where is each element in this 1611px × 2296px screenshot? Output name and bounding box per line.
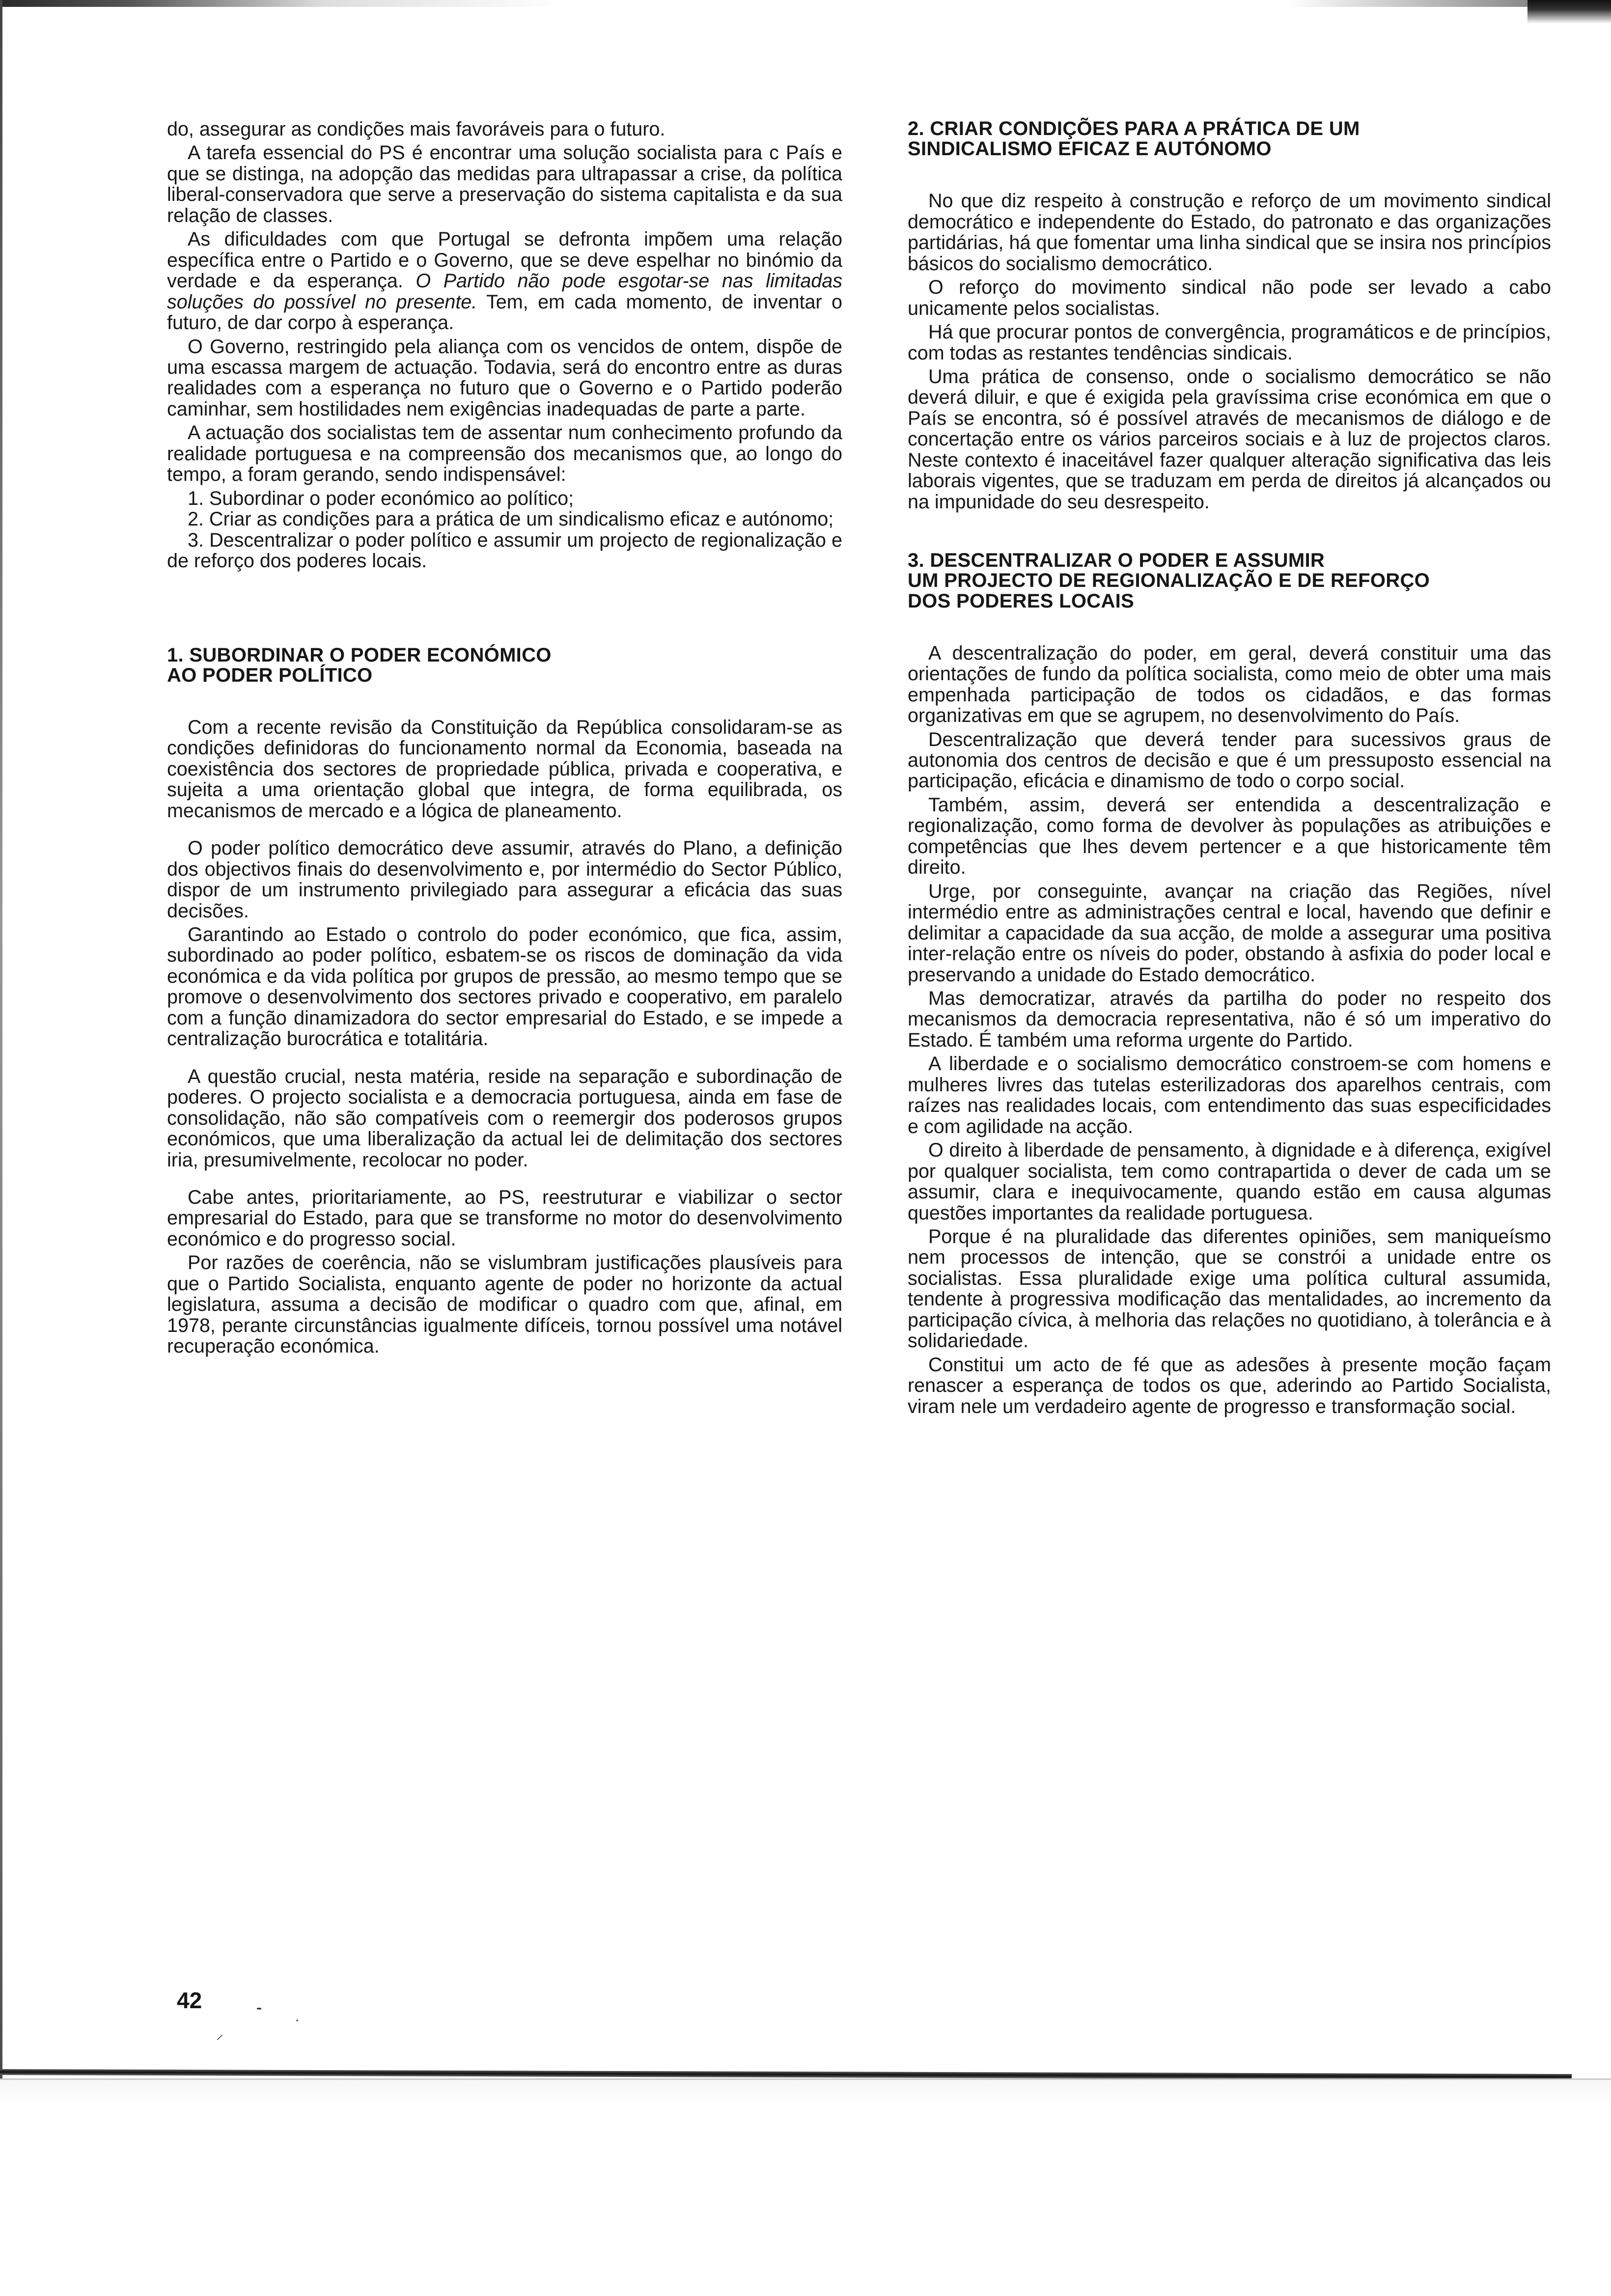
difficulties-text-1: As dificuldades com que Portugal se defronta impõem uma relação específica entre o Partido e o Governo, que se deve espelhar no binómio da verdade e da esperança. (167, 228, 842, 292)
section-1-paragraph: Com a recente revisão da Constituição da República consolidaram-se as condições definidoras do funcionamento normal da Economia, baseada na coexistência dos sectores de propriedade pública, privada e cooperativa, e sujeita a uma orientação global que integra, de forma equilibrada, os mecanismos de mercado e a lógica de planeamento. (167, 716, 842, 822)
page-number: 42 (177, 1988, 202, 2013)
section-3-paragraph: Também, assim, deverá ser entendida a descentralização e regionalização, como forma de devolver às populações as atribuições e competências que lhes devem pertencer e a que historicamente têm direito. (908, 794, 1551, 879)
right-column (908, 119, 1551, 1420)
section-3-heading-line-1: 3. DESCENTRALIZAR O PODER E ASSUMIR (908, 550, 1325, 572)
section-3-paragraph: Urge, por conseguinte, avançar na criação das Regiões, nível intermédio entre as administrações central e local, havendo que definir e delimitar a capacidade da sua acção, de molde a assegurar uma positiva inter-relação entre os níveis do poder, obstando à asfixia do poder local e preservando a unidade do Estado democrático. (908, 880, 1551, 986)
list-item-1: 1. Subordinar o poder económico ao político; (188, 487, 574, 509)
section-2-heading (908, 119, 1551, 159)
section-1-heading-line-1: 1. SUBORDINAR O PODER ECONÓMICO (167, 644, 552, 666)
socialists-paragraph: A actuação dos socialistas tem de assentar num conhecimento profundo da realidade portuguesa e na compreensão dos mecanismos que, ao longo do tempo, a foram gerando, sendo indispensável: (167, 422, 842, 486)
ink-smudge-mark: · (295, 2012, 300, 2028)
intro-paragraph: A tarefa essencial do PS é encontrar uma solução socialista para c País e que se distinga, na adopção das medidas para ultrapassar a crise, da política liberal-conservadora que serve a preservação do sistema capitalista e da sua relação de classes. (167, 142, 842, 226)
section-3-paragraph: O direito à liberdade de pensamento, à dignidade e à diferença, exigível por qualquer socialista, tem como contrapartida o dever de cada um se assumir, clara e inequivocamente, quando estão em causa algumas questões importantes da realidade portuguesa. (908, 1139, 1551, 1224)
difficulties-italic: O Partido não pode esgotar-se nas limitadas soluções do possível no presente. (167, 270, 842, 313)
section-1-paragraph: Cabe antes, prioritariamente, ao PS, reestruturar e viabilizar o sector empresarial do Estado, para que se transforme no motor do desenvolvimento económico e do progresso social. (167, 1186, 842, 1250)
section-3-heading-line-2: UM PROJECTO DE REGIONALIZAÇÃO E DE REFORÇO (908, 570, 1430, 592)
government-paragraph: O Governo, restringido pela aliança com os vencidos de ontem, dispõe de uma escassa margem de actuação. Todavia, será do encontro entre as duras realidades com a esperança no futuro que o Governo e o Partido poderão caminhar, sem hostilidades nem exigências inadequadas de parte a parte. (167, 335, 842, 420)
section-2-paragraph: Uma prática de consenso, onde o socialismo democrático se não deverá diluir, e que é exigida pela gravíssima crise económica em que o País se encontra, só é possível através de mecanismos de diálogo e de concertação entre os vários parceiros sociais e à luz de projectos claros. Neste contexto é inaceitável fazer qualquer alteração significativa das leis laborais vigentes, que se traduzam em perda de direitos já alcançados ou na impunidade do seu desrespeito. (908, 366, 1551, 513)
list-item-3: 3. Descentralizar o poder político e assumir um projecto de regionalização e de reforço dos poderes locais. (167, 529, 842, 572)
section-3-paragraph: A liberdade e o socialismo democrático constroem-se com homens e mulheres livres das tutelas esterilizadoras dos aparelhos centrais, com raízes nas realidades locais, com entendimento das suas especificidades e com agilidade na acção. (908, 1053, 1551, 1137)
section-3-paragraph: Constitui um acto de fé que as adesões à presente moção façam renascer a esperança de todos os que, aderindo ao Partido Socialista, viram nele um verdadeiro agente de progresso e transformação social. (908, 1354, 1551, 1417)
section-3-paragraph: Porque é na pluralidade das diferentes opiniões, sem maniqueísmo nem processos de intenção, que se constrói a unidade entre os socialistas. Essa pluralidade exige uma política cultural assumida, tendente à progressiva modificação das mentalidades, ao incremento da participação cívica, à melhoria das relações no quotidiano, à tolerância e à solidariedade. (908, 1225, 1551, 1352)
difficulties-paragraph (167, 229, 842, 333)
section-1-paragraph: Por razões de coerência, não se vislumbram justificações plausíveis para que o Partido Socialista, enquanto agente de poder no horizonte da actual legislatura, assuma a decisão de modificar o quadro com que, afinal, em 1978, perante circunstâncias igualmente difíceis, tornou possível uma notável recuperação económica. (167, 1252, 842, 1357)
scan-top-right-shadow (1528, 0, 1611, 24)
list-item-2: 2. Criar as condições para a prática de um sindicalismo eficaz e autónomo; (188, 508, 834, 530)
ink-smudge-mark: ⸍ (216, 2032, 223, 2048)
section-1-heading (167, 645, 842, 686)
scan-bottom-edge (0, 2078, 1611, 2296)
section-1-paragraph: O poder político democrático deve assumir, através do Plano, a definição dos objectivos finais do desenvolvimento e, por intermédio do Sector Público, dispor de um instrumento privilegiado para assegurar a eficácia das suas decisões. (167, 837, 842, 922)
section-2-paragraph: Há que procurar pontos de convergência, programáticos e de princípios, com todas as restantes tendências sindicais. (908, 321, 1551, 364)
section-2-heading-line-2: SINDICALISMO EFICAZ E AUTÓNOMO (908, 138, 1272, 160)
scan-top-edge (0, 0, 1611, 7)
section-3-heading (908, 551, 1551, 611)
section-2-heading-line-1: 2. CRIAR CONDIÇÕES PARA A PRÁTICA DE UM (908, 118, 1360, 139)
left-column (167, 119, 842, 1360)
ink-smudge-mark: ⁃ (255, 2001, 263, 2018)
section-2-paragraph: O reforço do movimento sindical não pode ser levado a cabo unicamente pelos socialistas. (908, 277, 1551, 319)
difficulties-text-2: Tem, em cada momento, de inventar o futuro, de dar corpo à esperança. (167, 291, 843, 334)
section-1-heading-line-2: AO PODER POLÍTICO (167, 664, 373, 686)
section-1-paragraph: A questão crucial, nesta matéria, reside na separação e subordinação de poderes. O projecto socialista e a democracia portuguesa, ainda em fase de consolidação, não são compatíveis com o reemergir dos poderosos grupos económicos, que uma liberalização da actual lei de delimitação dos sectores iria, presumivelmente, recolocar no poder. (167, 1065, 842, 1171)
scan-left-edge (0, 0, 2, 2295)
intro-continuation: do, assegurar as condições mais favoráveis para o futuro. (167, 118, 666, 140)
section-3-paragraph: A descentralização do poder, em geral, deverá constituir uma das orientações de fundo da política socialista, como meio de obter uma mais empenhada participação de todos os cidadãos, e das formas organizativas em que se agrupem, no desenvolvimento do País. (908, 642, 1551, 727)
section-3-heading-line-3: DOS PODERES LOCAIS (908, 590, 1135, 612)
section-3-paragraph: Mas democratizar, através da partilha do poder no respeito dos mecanismos da democracia representativa, não é só um imperativo do Estado. É também uma reforma urgente do Partido. (908, 987, 1551, 1051)
section-3-paragraph: Descentralização que deverá tender para sucessivos graus de autonomia dos centros de decisão e que é um pressuposto essencial na participação, eficácia e dinamismo de todo o corpo social. (908, 728, 1551, 792)
section-1-paragraph: Garantindo ao Estado o controlo do poder económico, que fica, assim, subordinado ao poder político, esbatem-se os riscos de dominação da vida económica e da vida política por grupos de pressão, ao mesmo tempo que se promove o desenvolvimento dos sectores privado e cooperativo, em paralelo com a função dinamizadora do sector empresarial do Estado, e se impede a centralização burocrática e totalitária. (167, 923, 842, 1050)
section-2-paragraph: No que diz respeito à construção e reforço de um movimento sindical democrático e independente do Estado, do patronato e das organizações partidárias, há que fomentar uma linha sindical que se insira nos princípios básicos do socialismo democrático. (908, 190, 1551, 275)
